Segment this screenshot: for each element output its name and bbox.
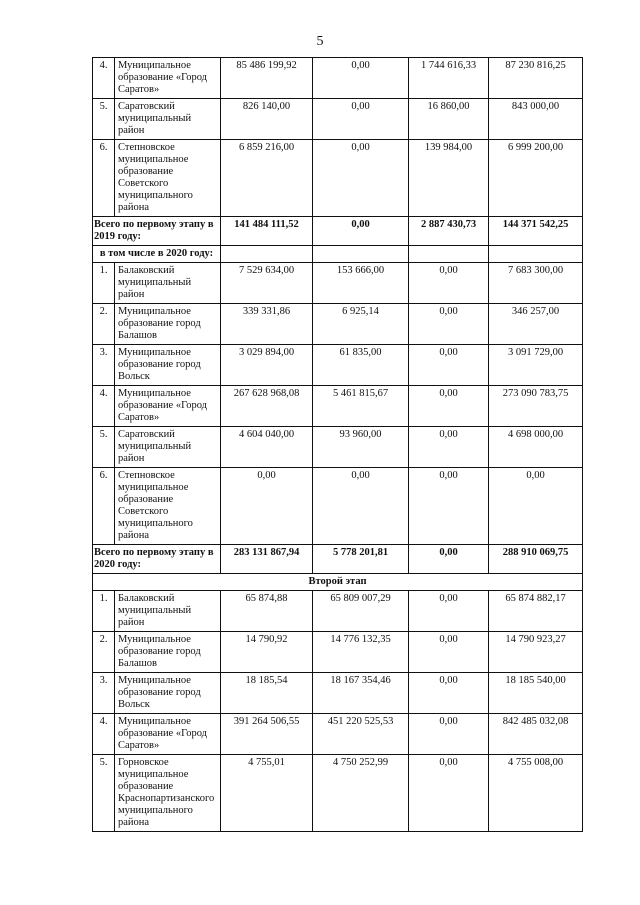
- total-col2: 5 778 201,81: [313, 545, 409, 574]
- amount-col3: 16 860,00: [409, 99, 489, 140]
- table-row: [93, 345, 583, 386]
- amount-total: 843 000,00: [489, 99, 583, 140]
- amount-col3: 0,00: [409, 345, 489, 386]
- row-number: 1.: [93, 591, 115, 632]
- amount-col2: 4 750 252,99: [313, 755, 409, 832]
- total-sum: 288 910 069,75: [489, 545, 583, 574]
- table-row: [93, 714, 583, 755]
- amount-total: 18 185 540,00: [489, 673, 583, 714]
- municipality-name: Муниципальное образование «Город Саратов»: [115, 386, 221, 427]
- amount-col2: 93 960,00: [313, 427, 409, 468]
- municipality-name: Степновское муниципальное образование Советского муниципального района: [115, 468, 221, 545]
- row-number: 6.: [93, 468, 115, 545]
- total-col3: 2 887 430,73: [409, 217, 489, 246]
- amount-col3: 0,00: [409, 386, 489, 427]
- amount-col3: 139 984,00: [409, 140, 489, 217]
- total-col1: 283 131 867,94: [221, 545, 313, 574]
- amount-col1: 14 790,92: [221, 632, 313, 673]
- stage-header-row: [93, 574, 583, 591]
- total-row: [93, 545, 583, 574]
- amount-col3: 0,00: [409, 673, 489, 714]
- amount-total: 273 090 783,75: [489, 386, 583, 427]
- table-row: [93, 386, 583, 427]
- amount-col1: 4 604 040,00: [221, 427, 313, 468]
- amount-col3: 0,00: [409, 304, 489, 345]
- sub-empty-2: [313, 246, 409, 263]
- amount-total: 4 755 008,00: [489, 755, 583, 832]
- row-number: 3.: [93, 345, 115, 386]
- amount-col1: 0,00: [221, 468, 313, 545]
- subheader-label: в том числе в 2020 году:: [93, 246, 221, 263]
- table-row: [93, 755, 583, 832]
- amount-col1: 826 140,00: [221, 99, 313, 140]
- table-row: [93, 140, 583, 217]
- municipality-name: Муниципальное образование «Город Саратов»: [115, 714, 221, 755]
- amount-col2: 61 835,00: [313, 345, 409, 386]
- amount-col3: 1 744 616,33: [409, 58, 489, 99]
- amount-total: 4 698 000,00: [489, 427, 583, 468]
- sub-empty-4: [489, 246, 583, 263]
- amount-col3: 0,00: [409, 755, 489, 832]
- table-row: [93, 58, 583, 99]
- amount-col1: 7 529 634,00: [221, 263, 313, 304]
- amount-col3: 0,00: [409, 468, 489, 545]
- municipality-name: Степновское муниципальное образование Советского муниципального района: [115, 140, 221, 217]
- total-row: [93, 217, 583, 246]
- amount-col2: 0,00: [313, 99, 409, 140]
- municipality-name: Муниципальное образование город Вольск: [115, 345, 221, 386]
- amount-col1: 65 874,88: [221, 591, 313, 632]
- amount-col2: 0,00: [313, 58, 409, 99]
- municipality-name: Балаковский муниципальный район: [115, 591, 221, 632]
- amount-col3: 0,00: [409, 714, 489, 755]
- amount-total: 65 874 882,17: [489, 591, 583, 632]
- total-sum: 144 371 542,25: [489, 217, 583, 246]
- amount-col1: 339 331,86: [221, 304, 313, 345]
- table-row: [93, 99, 583, 140]
- total-label: Всего по первому этапу в 2020 году:: [93, 545, 221, 574]
- amount-col3: 0,00: [409, 263, 489, 304]
- municipality-name: Балаковский муниципальный район: [115, 263, 221, 304]
- amount-col2: 65 809 007,29: [313, 591, 409, 632]
- row-number: 2.: [93, 304, 115, 345]
- municipality-name: Горновское муниципальное образование Краснопартизанского муниципального района: [115, 755, 221, 832]
- municipality-name: Саратовский муниципальный район: [115, 99, 221, 140]
- amount-total: 6 999 200,00: [489, 140, 583, 217]
- table-row: [93, 673, 583, 714]
- municipality-name: Муниципальное образование город Балашов: [115, 304, 221, 345]
- municipality-name: Муниципальное образование «Город Саратов»: [115, 58, 221, 99]
- amount-col1: 18 185,54: [221, 673, 313, 714]
- amount-col2: 451 220 525,53: [313, 714, 409, 755]
- amount-col2: 153 666,00: [313, 263, 409, 304]
- amount-col1: 85 486 199,92: [221, 58, 313, 99]
- amount-col1: 4 755,01: [221, 755, 313, 832]
- row-number: 4.: [93, 714, 115, 755]
- sub-empty-1: [221, 246, 313, 263]
- amount-col1: 3 029 894,00: [221, 345, 313, 386]
- table-row: [93, 427, 583, 468]
- amount-total: 346 257,00: [489, 304, 583, 345]
- amount-col1: 267 628 968,08: [221, 386, 313, 427]
- table-row: [93, 304, 583, 345]
- amount-col3: 0,00: [409, 632, 489, 673]
- row-number: 5.: [93, 99, 115, 140]
- amount-col2: 18 167 354,46: [313, 673, 409, 714]
- total-col3: 0,00: [409, 545, 489, 574]
- amount-col2: 0,00: [313, 140, 409, 217]
- total-label: Всего по первому этапу в 2019 году:: [93, 217, 221, 246]
- stage-label: Второй этап: [93, 574, 583, 591]
- row-number: 6.: [93, 140, 115, 217]
- amount-col1: 391 264 506,55: [221, 714, 313, 755]
- sub-empty-3: [409, 246, 489, 263]
- amount-col3: 0,00: [409, 427, 489, 468]
- total-col2: 0,00: [313, 217, 409, 246]
- amount-total: 3 091 729,00: [489, 345, 583, 386]
- row-number: 5.: [93, 755, 115, 832]
- table-row: [93, 468, 583, 545]
- row-number: 2.: [93, 632, 115, 673]
- amount-total: 7 683 300,00: [489, 263, 583, 304]
- budget-table-body: [93, 58, 583, 832]
- row-number: 3.: [93, 673, 115, 714]
- table-row: [93, 632, 583, 673]
- row-number: 4.: [93, 58, 115, 99]
- row-number: 5.: [93, 427, 115, 468]
- amount-total: 87 230 816,25: [489, 58, 583, 99]
- table-row: [93, 591, 583, 632]
- amount-col3: 0,00: [409, 591, 489, 632]
- municipality-name: Муниципальное образование город Балашов: [115, 632, 221, 673]
- row-number: 4.: [93, 386, 115, 427]
- page-number: 5: [316, 34, 324, 49]
- subheader-row: [93, 246, 583, 263]
- amount-col2: 14 776 132,35: [313, 632, 409, 673]
- municipality-name: Муниципальное образование город Вольск: [115, 673, 221, 714]
- amount-col2: 5 461 815,67: [313, 386, 409, 427]
- municipality-name: Саратовский муниципальный район: [115, 427, 221, 468]
- budget-table: [92, 57, 583, 832]
- table-row: [93, 263, 583, 304]
- amount-total: 0,00: [489, 468, 583, 545]
- amount-col1: 6 859 216,00: [221, 140, 313, 217]
- amount-col2: 6 925,14: [313, 304, 409, 345]
- row-number: 1.: [93, 263, 115, 304]
- total-col1: 141 484 111,52: [221, 217, 313, 246]
- amount-total: 842 485 032,08: [489, 714, 583, 755]
- amount-total: 14 790 923,27: [489, 632, 583, 673]
- amount-col2: 0,00: [313, 468, 409, 545]
